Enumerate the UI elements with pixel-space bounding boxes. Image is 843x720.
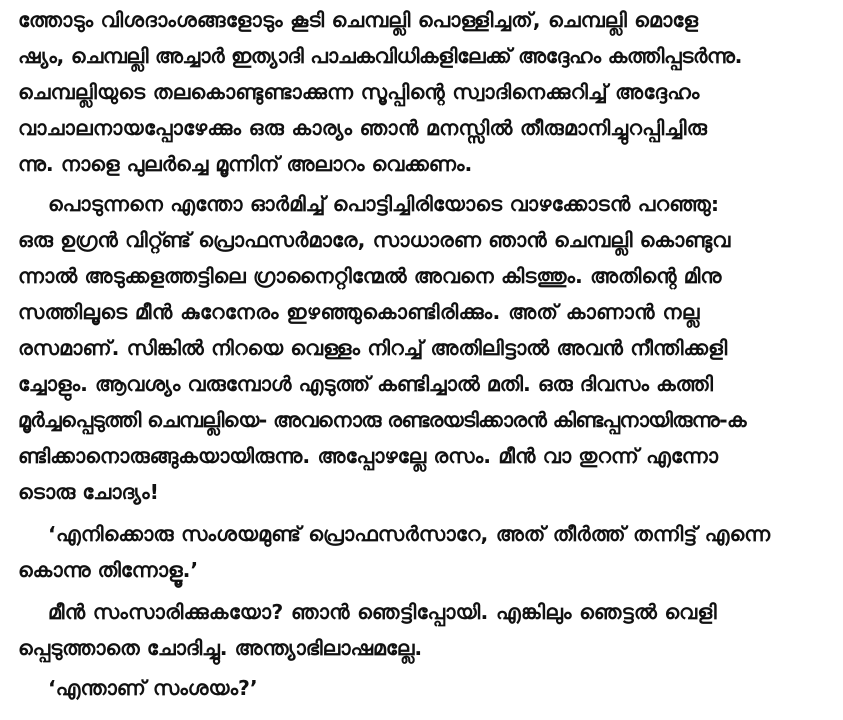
text-line: ചെമ്പല്ലിയുടെ തലകൊണ്ടുണ്ടാക്കുന്ന സൂപ്പിന്റെ സ്വാദിനെക്കുറിച്ച് അദ്ദേഹം bbox=[18, 80, 700, 104]
text-line: രസമാണ്. സിങ്കിൽ നിറയെ വെള്ളം നിറച്ച് അതിലിട്ടാൽ അവൻ നീന്തിക്കളി bbox=[18, 336, 728, 360]
paragraph-recipes bbox=[18, 2, 833, 182]
text-line: ‘എനിക്കൊരു സംശയമുണ്ട് പ്രൊഫസർസാറേ, അത് തീർത്ത് തന്നിട്ട് എന്നെ bbox=[48, 522, 771, 546]
text-line: ത്തോടും വിശദാംശങ്ങളോടും കൂടി ചെമ്പല്ലി പൊള്ളിച്ചത്, ചെമ്പല്ലി മൊളേ bbox=[18, 8, 699, 32]
text-line: മൂർച്ചപ്പെടുത്തി ചെമ്പല്ലിയെ- അവനൊരു രണ്ടരയടിക്കാരൻ കിണ്ടപ്പനായിരുന്നു-ക bbox=[18, 408, 746, 432]
text-line: ണ്ടിക്കാനൊരുങ്ങുകയായിരുന്നു. അപ്പോഴല്ലേ രസം. മീൻ വാ തുറന്ന് എന്നോ bbox=[18, 444, 719, 468]
text-line: ഒരു ഉഗ്രൻ വിറ്റ്ണ്ട് പ്രൊഫസർമാരേ, സാധാരണ ഞാൻ ചെമ്പല്ലി കൊണ്ടുവ bbox=[18, 228, 731, 252]
text-line: സത്തിലൂടെ മീൻ കുറേനേരം ഇഴഞ്ഞുകൊണ്ടിരിക്കും. അത് കാണാൻ നല്ല bbox=[18, 300, 700, 324]
text-line: ടൊരു ചോദ്യം! bbox=[18, 480, 159, 504]
paragraph-fish-question bbox=[18, 516, 833, 588]
paragraph-story bbox=[18, 186, 833, 510]
text-line: പൊടുന്നനെ എന്തോ ഓർമിച്ച് പൊട്ടിച്ചിരിയോടെ വാഴക്കോടൻ പറഞ്ഞു: bbox=[48, 192, 720, 216]
text-line: പ്പെടുത്താതെ ചോദിച്ചു. അന്ത്യാഭിലാഷമല്ലേ. bbox=[18, 636, 423, 660]
text-line: ച്ചോളും. ആവശ്യം വരുമ്പോൾ എടുത്ത് കണ്ടിച്ചാൽ മതി. ഒരു ദിവസം കത്തി bbox=[18, 372, 714, 396]
paragraph-narrator bbox=[18, 594, 833, 666]
text-line: ന്നാൽ അടുക്കളത്തട്ടിലെ ഗ്രാനൈറ്റിന്മേൽ അവനെ കിടത്തും. അതിന്റെ മിനു bbox=[18, 264, 722, 288]
text-line: ന്നു. നാളെ പുലർച്ചെ മൂന്നിന് അലാറം വെക്കണം. bbox=[18, 152, 473, 176]
paragraph-reply bbox=[18, 670, 833, 706]
text-line: ഷ്യം, ചെമ്പല്ലി അച്ചാർ ഇത്യാദി പാചകവിധികളിലേക്ക് അദ്ദേഹം കത്തിപ്പടർന്നു. bbox=[18, 44, 743, 68]
text-line: മീൻ സംസാരിക്കുകയോ? ഞാൻ ഞെട്ടിപ്പോയി. എങ്കിലും ഞെട്ടൽ വെളി bbox=[48, 600, 717, 624]
text-line: കൊന്നു തിന്നോളൂ.’ bbox=[18, 558, 199, 582]
text-line: ‘എന്താണ് സംശയം?’ bbox=[48, 676, 258, 700]
text-line: വാചാലനായപ്പോഴേക്കും ഒരു കാര്യം ഞാൻ മനസ്സിൽ തീരുമാനിച്ചുറപ്പിച്ചിരു bbox=[18, 116, 708, 140]
